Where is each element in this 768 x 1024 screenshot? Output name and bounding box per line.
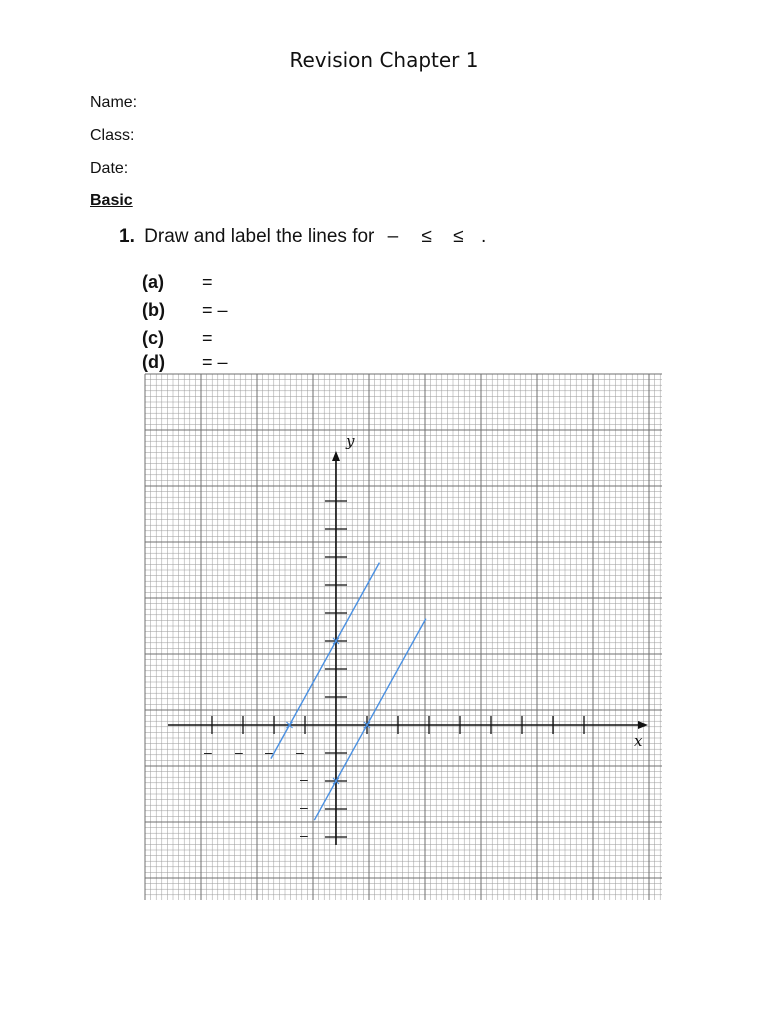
neg-y-tick-label-3: – — [300, 827, 308, 843]
grid-minor — [145, 374, 662, 900]
part-c-equation: = — [202, 328, 213, 348]
part-b-equation: = – — [202, 300, 228, 320]
part-b-label: (b) — [142, 300, 165, 320]
x-axis-arrow — [638, 721, 648, 729]
question-symbol-minus: – — [387, 226, 399, 247]
neg-y-tick-label-1: – — [300, 771, 308, 787]
x-axis-label: x — [634, 732, 643, 750]
part-a-equation: = — [202, 272, 213, 292]
page-title: Revision Chapter 1 — [289, 48, 479, 72]
part-d-equation: = – — [202, 352, 228, 372]
part-a-label: (a) — [142, 272, 164, 292]
question-number: 1. — [119, 226, 135, 247]
question-symbol-leq-1: ≤ — [421, 226, 432, 247]
name-field-label: Name: — [90, 94, 138, 111]
neg-x-tick-label-1: – — [296, 744, 304, 760]
question-symbol-period: . — [480, 226, 487, 247]
part-c-label: (c) — [142, 328, 164, 348]
y-axis-label: y — [346, 432, 355, 450]
neg-x-tick-label-3: – — [235, 744, 243, 760]
class-field-label: Class: — [90, 127, 135, 144]
question-text: Draw and label the lines for — [144, 226, 375, 247]
question-symbol-leq-2: ≤ — [453, 226, 464, 247]
line-1 — [271, 563, 380, 759]
neg-y-tick-label-2: – — [300, 799, 308, 815]
neg-x-tick-label-4: – — [204, 744, 212, 760]
date-field-label: Date: — [90, 160, 129, 177]
neg-x-tick-label-2: – — [265, 744, 273, 760]
part-d-label: (d) — [142, 352, 165, 372]
section-title: Basic — [90, 192, 133, 209]
